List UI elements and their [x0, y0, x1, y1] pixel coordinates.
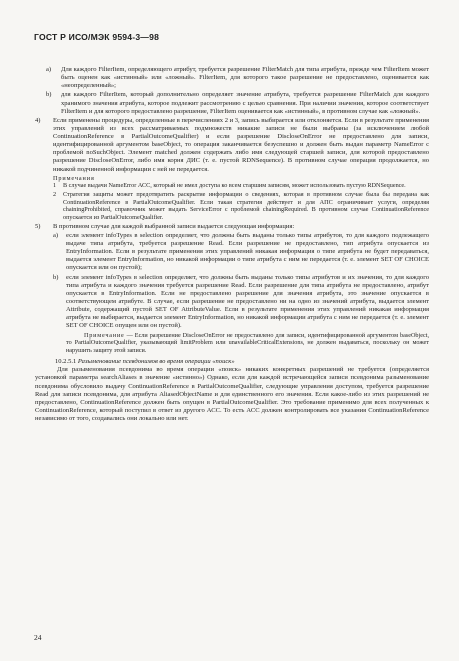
note-item-1 [53, 182, 429, 190]
list-label: a) [46, 66, 52, 73]
list-item-5 [35, 223, 429, 231]
list-label: b) [46, 91, 52, 99]
note-label: 2 [53, 191, 57, 199]
list-label: 4) [35, 116, 41, 124]
section-number: 10.2.5.1 [55, 358, 77, 366]
note-item-2 [53, 191, 429, 221]
note-heading: Примечание [84, 331, 125, 339]
page-number: 24 [34, 633, 42, 642]
list-label: 5) [35, 222, 41, 230]
list-item-a [46, 66, 429, 90]
section-heading: Разыменование псевдонимов во время операции «поиск» [77, 358, 235, 366]
note-text: — Если разрешение DiscloseOnError не предоставлено для записи, идентифицированной аргументом baseObject, то PartialOutcomeQualifier, указывающий limitProblem или unavailableCriticalExtensions, не должен выдаваться, поскольку он может нарушить защиту этой записи. [66, 331, 430, 354]
page-content [35, 66, 429, 423]
list-text: Для каждого FilterItem, определяющего атрибут, требуется разрешение FilterMatch для типа атрибута, прежде чем FilterItem может быть оценен как «истинный» или «ложный». FilterItem, для которого такое разрешение не предоставлено, оценивается как «неопределенный»; [61, 66, 429, 90]
list-item-5b [53, 274, 429, 331]
notes-heading: Примечания [53, 174, 95, 182]
note-label: 1 [53, 182, 57, 190]
list-text: если элемент infoTypes в selection определяет, что должны быть выданы только типы атрибутов и их значения, то для каждого типа атрибута и каждого значения требуется разрешение Read. Если разрешение для типа атрибута не предоставлено, атрибут опускается в EntryInformation. Если не предоставлено разрешение для значения атрибута, это значение опускается в соответствующем атрибуте. В случае, если разрешение не предоставлено ни на одно из значений атрибута, выдается элемент Attribute, содержащий пустой SET OF AttributeValue. Если в результате применения этих управлений никакая информация атрибута не выбирается, выдается элемент EntryInformation, но никакой информации атрибута с ним не передается (т. е. элемент SET OF CHOICE опущен или он пустой). [66, 273, 429, 330]
note-text: В случае выдачи NameError АСС, который не имел доступа ко всем старшим записям, может использовать пустую RDNSequence. [63, 182, 406, 190]
list-text: если элемент infoTypes в selection определяет, что должны быть выданы только типы атрибутов, то для каждого подлежащего выдаче типа атрибута, требуется разрешение Read. Если разрешение не предоставлено, тип атрибута опускается из EntryInformation. Если в результате применения этих управлений никакая информация о типе атрибута не будет передаваться, выдается элемент EntryInformation, но никакой информации о типе атрибута с ним не передается (т. е. элемент SET OF CHOICE опускается или он пустой); [66, 232, 429, 272]
list-item-5a [53, 232, 429, 272]
list-label: b) [53, 273, 59, 281]
list-label: a) [53, 232, 59, 239]
list-text: Если применены процедуры, определенные в перечислениях 2 и 3, запись выбирается или отклоняется. Если в результате применения этих управлений из всех рассматриваемых подмножеств никакие записи не были выбраны (за исключением любой ContinuationReference в PartialOutcomeQualifier) и если разрешение DiscloseOnError не предоставлено для записи, идентифицированной аргументом baseObject, то операция заканчивается безуспешно и должен быть выдан параметр NameError с проблемой noSuchObject. Элемент matched должен содержать либо имя следующей старшей записи, для которой предоставлено разрешение DiscloseOnError, либо имя корня ДИС (т. е. пустой RDNSequence). В противном случае операция продолжается, но никакой подчиненной информации с ней не передается. [53, 116, 429, 173]
section-title [55, 358, 429, 366]
list-text: В противном случае для каждой выбранной записи выдается следующая информация: [53, 222, 295, 230]
note-2 [66, 332, 429, 355]
list-text: для каждого FilterItem, который дополнительно определяет значение атрибута, требуется разрешение FilterMatch для каждого хранимого значения атрибута, которое подлежит рассмотрению с целью сравнения. При наличии значения, которое соответствует FilterItem и для которого предоставлено разрешение, FilterItem оценивается как «истинный», в противном случае как «ложный». [61, 91, 429, 115]
page-header: ГОСТ Р ИСО/МЭК 9594-3—98 [34, 32, 160, 42]
list-item-b [46, 91, 429, 115]
list-item-4 [35, 117, 429, 174]
note-text: Стратегия защиты может предотвратить раскрытие информации о сведениях, которая в противном случае была бы передана как ContinuationReference в PartialOutcomeQualifier. Если такая стратегия действует и для АПС ограничивает услуги, определяя chainingProhibited, справочник может выдать ServiceError с проблемой chainingRequired. В противном случае ContinuationReference опускается из PartialOutcomeQualifier. [63, 191, 429, 221]
body-paragraph: Для разыменования псевдонима во время операции «поиск» никаких конкретных разрешений не требуется (определяется установкой параметра searchAliases в значение «истинно») Однако, если для каждой встречающейся записи псевдонима разыменование псевдонима обусловило выдачу ContinuationReference в PartialOutcomeQualifier, следующие управления доступом, требуется разрешение Read для записи псевдонима, для атрибута AliasedObjectName и для единственного его значения. Если какое-либо из этих разрешений не предоставлено, ContinuationReference должен быть опущен в PartialOutcomeQualifier. Это требование применимо для всех полученных к ContinuationReference, который поступил в ответ из другого АСС. То есть АСС должен контролировать все указания ContinuationReference независимо от того, создавались они локально или нет. [35, 366, 429, 422]
